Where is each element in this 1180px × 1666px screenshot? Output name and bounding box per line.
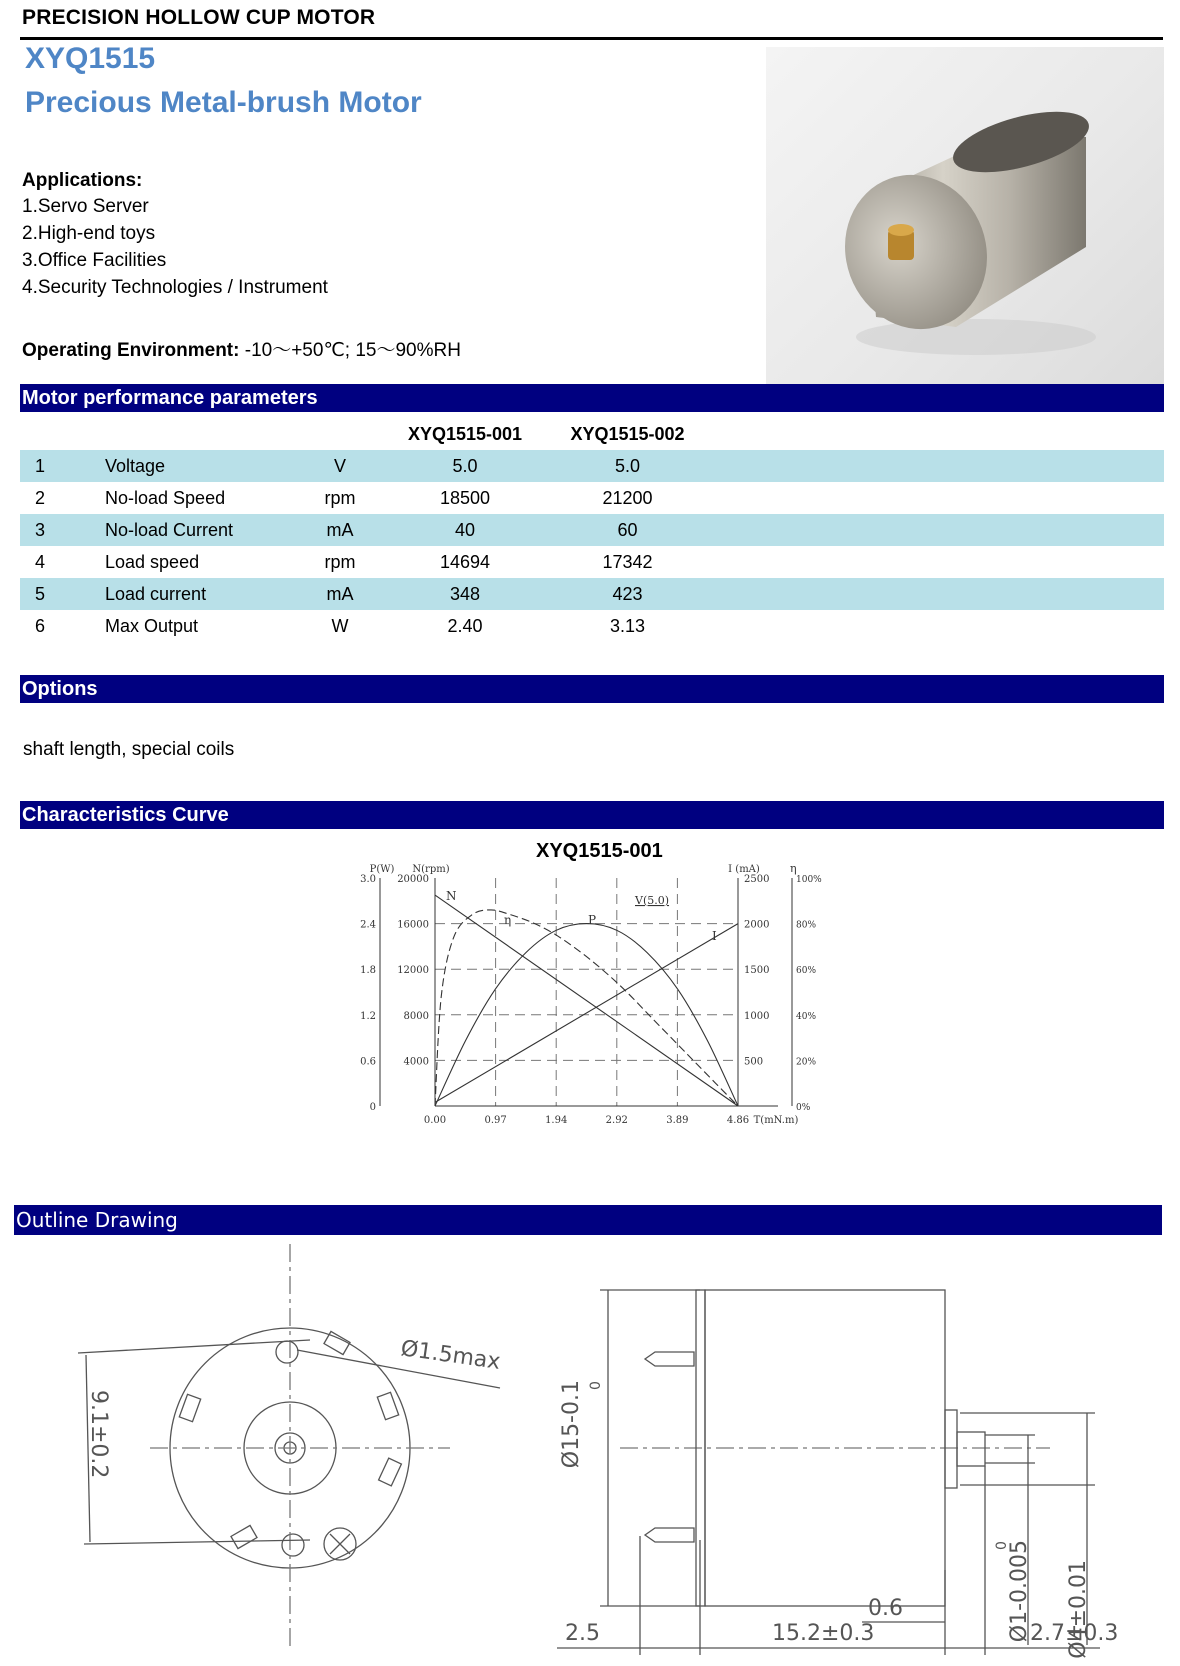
environment-label: Operating Environment: — [22, 340, 240, 361]
parameter-unit: V — [295, 450, 385, 482]
eta-tick-label: 60% — [796, 966, 817, 977]
value-002: 3.13 — [609, 615, 646, 636]
value-001: 40 — [385, 514, 545, 546]
value-001: 2.40 — [447, 615, 483, 636]
n-tick-label: 4000 — [403, 1056, 429, 1068]
eta-tick-label: 80% — [796, 920, 817, 931]
table-header-row — [20, 418, 1164, 450]
eta-tick-label: 20% — [796, 1057, 817, 1068]
value-001: 14694 — [439, 551, 491, 572]
dim-shaft-dia-upper: 0 — [994, 1541, 1010, 1550]
parameter-name: Load speed — [105, 551, 200, 572]
series-n-line — [435, 895, 738, 1106]
parameter-name: Load current — [60, 578, 295, 610]
eta-tick-label: 40% — [796, 1011, 817, 1022]
options-text: shaft length, special coils — [23, 739, 235, 760]
value-002: 21200 — [602, 487, 653, 508]
series-eta-line — [435, 910, 738, 1106]
p-tick-label: 3.0 — [360, 874, 376, 885]
parameter-name: No-load Speed — [105, 487, 226, 508]
x-tick-label: 3.89 — [666, 1115, 689, 1126]
application-item: 4.Security Technologies / Instrument — [22, 277, 328, 298]
x-axis-label: T(mN.m) — [753, 1115, 799, 1126]
options-section-header: Options — [20, 675, 1164, 703]
n-axis-label: N(rpm) — [412, 864, 450, 875]
x-tick-label: 0.97 — [484, 1115, 507, 1126]
operating-environment — [22, 335, 461, 362]
value-002: 5.0 — [545, 450, 710, 482]
x-tick-label: 1.94 — [545, 1115, 568, 1126]
n-tick-label: 16000 — [397, 919, 429, 931]
dim-boss-dia: Ø4±0.01 — [1066, 1560, 1091, 1659]
parameter-unit: mA — [295, 578, 385, 610]
parameter-name: Max Output — [105, 615, 199, 636]
eta-tick-label: 0% — [796, 1103, 811, 1113]
p-tick-label: 0.6 — [360, 1056, 376, 1068]
model-number: XYQ1515 — [25, 42, 156, 75]
eta-tick-label: 100% — [796, 875, 822, 885]
dim-body-len: 15.2±0.3 — [772, 1621, 875, 1646]
column-header: XYQ1515-001 — [407, 423, 523, 444]
parameter-unit: mA — [295, 514, 385, 546]
characteristics-chart — [360, 862, 880, 1200]
application-item: 1.Servo Server — [22, 196, 149, 217]
row-number: 6 — [34, 615, 45, 636]
row-number: 3 — [20, 514, 60, 546]
i-axis-label: I (mA) — [728, 864, 760, 875]
dim-boss-len: 0.6 — [868, 1596, 903, 1621]
value-002: 17342 — [602, 551, 653, 572]
chart-grid — [435, 878, 738, 1106]
outline-section-header: Outline Drawing — [14, 1205, 1162, 1235]
dim-pitch: 9.1±0.2 — [86, 1390, 111, 1479]
parameter-name: Voltage — [60, 450, 295, 482]
p-tick-label: 0 — [369, 1102, 376, 1113]
terminal-hole-bottom — [282, 1534, 304, 1556]
performance-section-header: Motor performance parameters — [20, 384, 1164, 412]
performance-table — [20, 418, 1164, 642]
product-subtitle: Precious Metal-brush Motor — [25, 86, 422, 119]
title-rule — [20, 37, 1163, 40]
row-number: 5 — [20, 578, 60, 610]
value-002: 60 — [545, 514, 710, 546]
row-number: 1 — [20, 450, 60, 482]
series-label: P — [588, 913, 597, 927]
table-row — [20, 546, 1164, 578]
parameter-unit: rpm — [324, 487, 356, 508]
series-label: η — [504, 913, 512, 927]
dim-terminal-len: 2.5 — [565, 1621, 600, 1646]
terminal-top — [645, 1352, 694, 1366]
terminal-hole-top — [276, 1341, 298, 1363]
parameter-name: No-load Current — [60, 514, 295, 546]
p-tick-label: 2.4 — [360, 919, 376, 931]
dim-hole: Ø1.5max — [399, 1336, 502, 1375]
row-number: 4 — [34, 551, 45, 572]
dim-shaft-dia: Ø1-0.005 — [1007, 1540, 1032, 1643]
chart-title: XYQ1515-001 — [536, 840, 663, 862]
terminal-bottom — [645, 1528, 694, 1542]
i-tick-label: 500 — [744, 1056, 764, 1068]
table-row — [20, 482, 1164, 514]
x-tick-label: 4.86 — [726, 1115, 750, 1126]
i-tick-label: 2500 — [744, 874, 770, 885]
parameter-unit: rpm — [324, 551, 356, 572]
value-001: 348 — [385, 578, 545, 610]
chart-series — [435, 895, 738, 1106]
applications-heading: Applications: — [22, 170, 143, 191]
table-row — [20, 514, 1164, 546]
curve-section-header: Characteristics Curve — [20, 801, 1164, 829]
dim-body-dia: Ø15-0.1 — [559, 1380, 584, 1469]
value-002: 423 — [545, 578, 710, 610]
n-tick-label: 12000 — [397, 965, 429, 977]
i-tick-label: 2000 — [744, 919, 770, 931]
series-label: I — [712, 929, 717, 943]
table-row — [20, 578, 1164, 610]
application-item: 3.Office Facilities — [22, 250, 167, 271]
p-tick-label: 1.2 — [360, 1010, 376, 1022]
motor-illustration — [766, 47, 1164, 384]
application-item: 2.High-end toys — [22, 223, 156, 244]
row-number: 2 — [34, 487, 45, 508]
p-axis-label: P(W) — [369, 864, 395, 875]
eta-axis-label: η — [790, 862, 797, 875]
outline-drawing — [0, 1240, 1180, 1666]
value-001: 5.0 — [385, 450, 545, 482]
document-title: PRECISION HOLLOW CUP MOTOR — [22, 6, 376, 29]
environment-value: -10～+50℃; 15～90%RH — [244, 340, 461, 361]
motor-photo — [766, 47, 1164, 384]
column-header: XYQ1515-002 — [570, 423, 685, 444]
dim-shaft-len: 2.7±0.3 — [1030, 1621, 1119, 1646]
chart-labels — [360, 862, 822, 1126]
boss — [945, 1410, 957, 1488]
voltage-label: V(5.0) — [635, 894, 670, 907]
series-label: N — [446, 889, 457, 903]
n-tick-label: 20000 — [397, 874, 429, 885]
i-tick-label: 1000 — [744, 1010, 770, 1022]
table-row — [20, 450, 1164, 482]
parameter-unit: W — [331, 615, 349, 636]
p-tick-label: 1.8 — [360, 965, 376, 977]
x-tick-label: 0.00 — [423, 1115, 447, 1126]
x-tick-label: 2.92 — [605, 1115, 628, 1126]
table-row — [20, 610, 1164, 642]
dim-body-dia-upper: 0 — [588, 1381, 604, 1390]
shaft — [957, 1432, 985, 1466]
value-001: 18500 — [439, 487, 491, 508]
i-tick-label: 1500 — [744, 965, 770, 977]
n-tick-label: 8000 — [403, 1010, 429, 1022]
